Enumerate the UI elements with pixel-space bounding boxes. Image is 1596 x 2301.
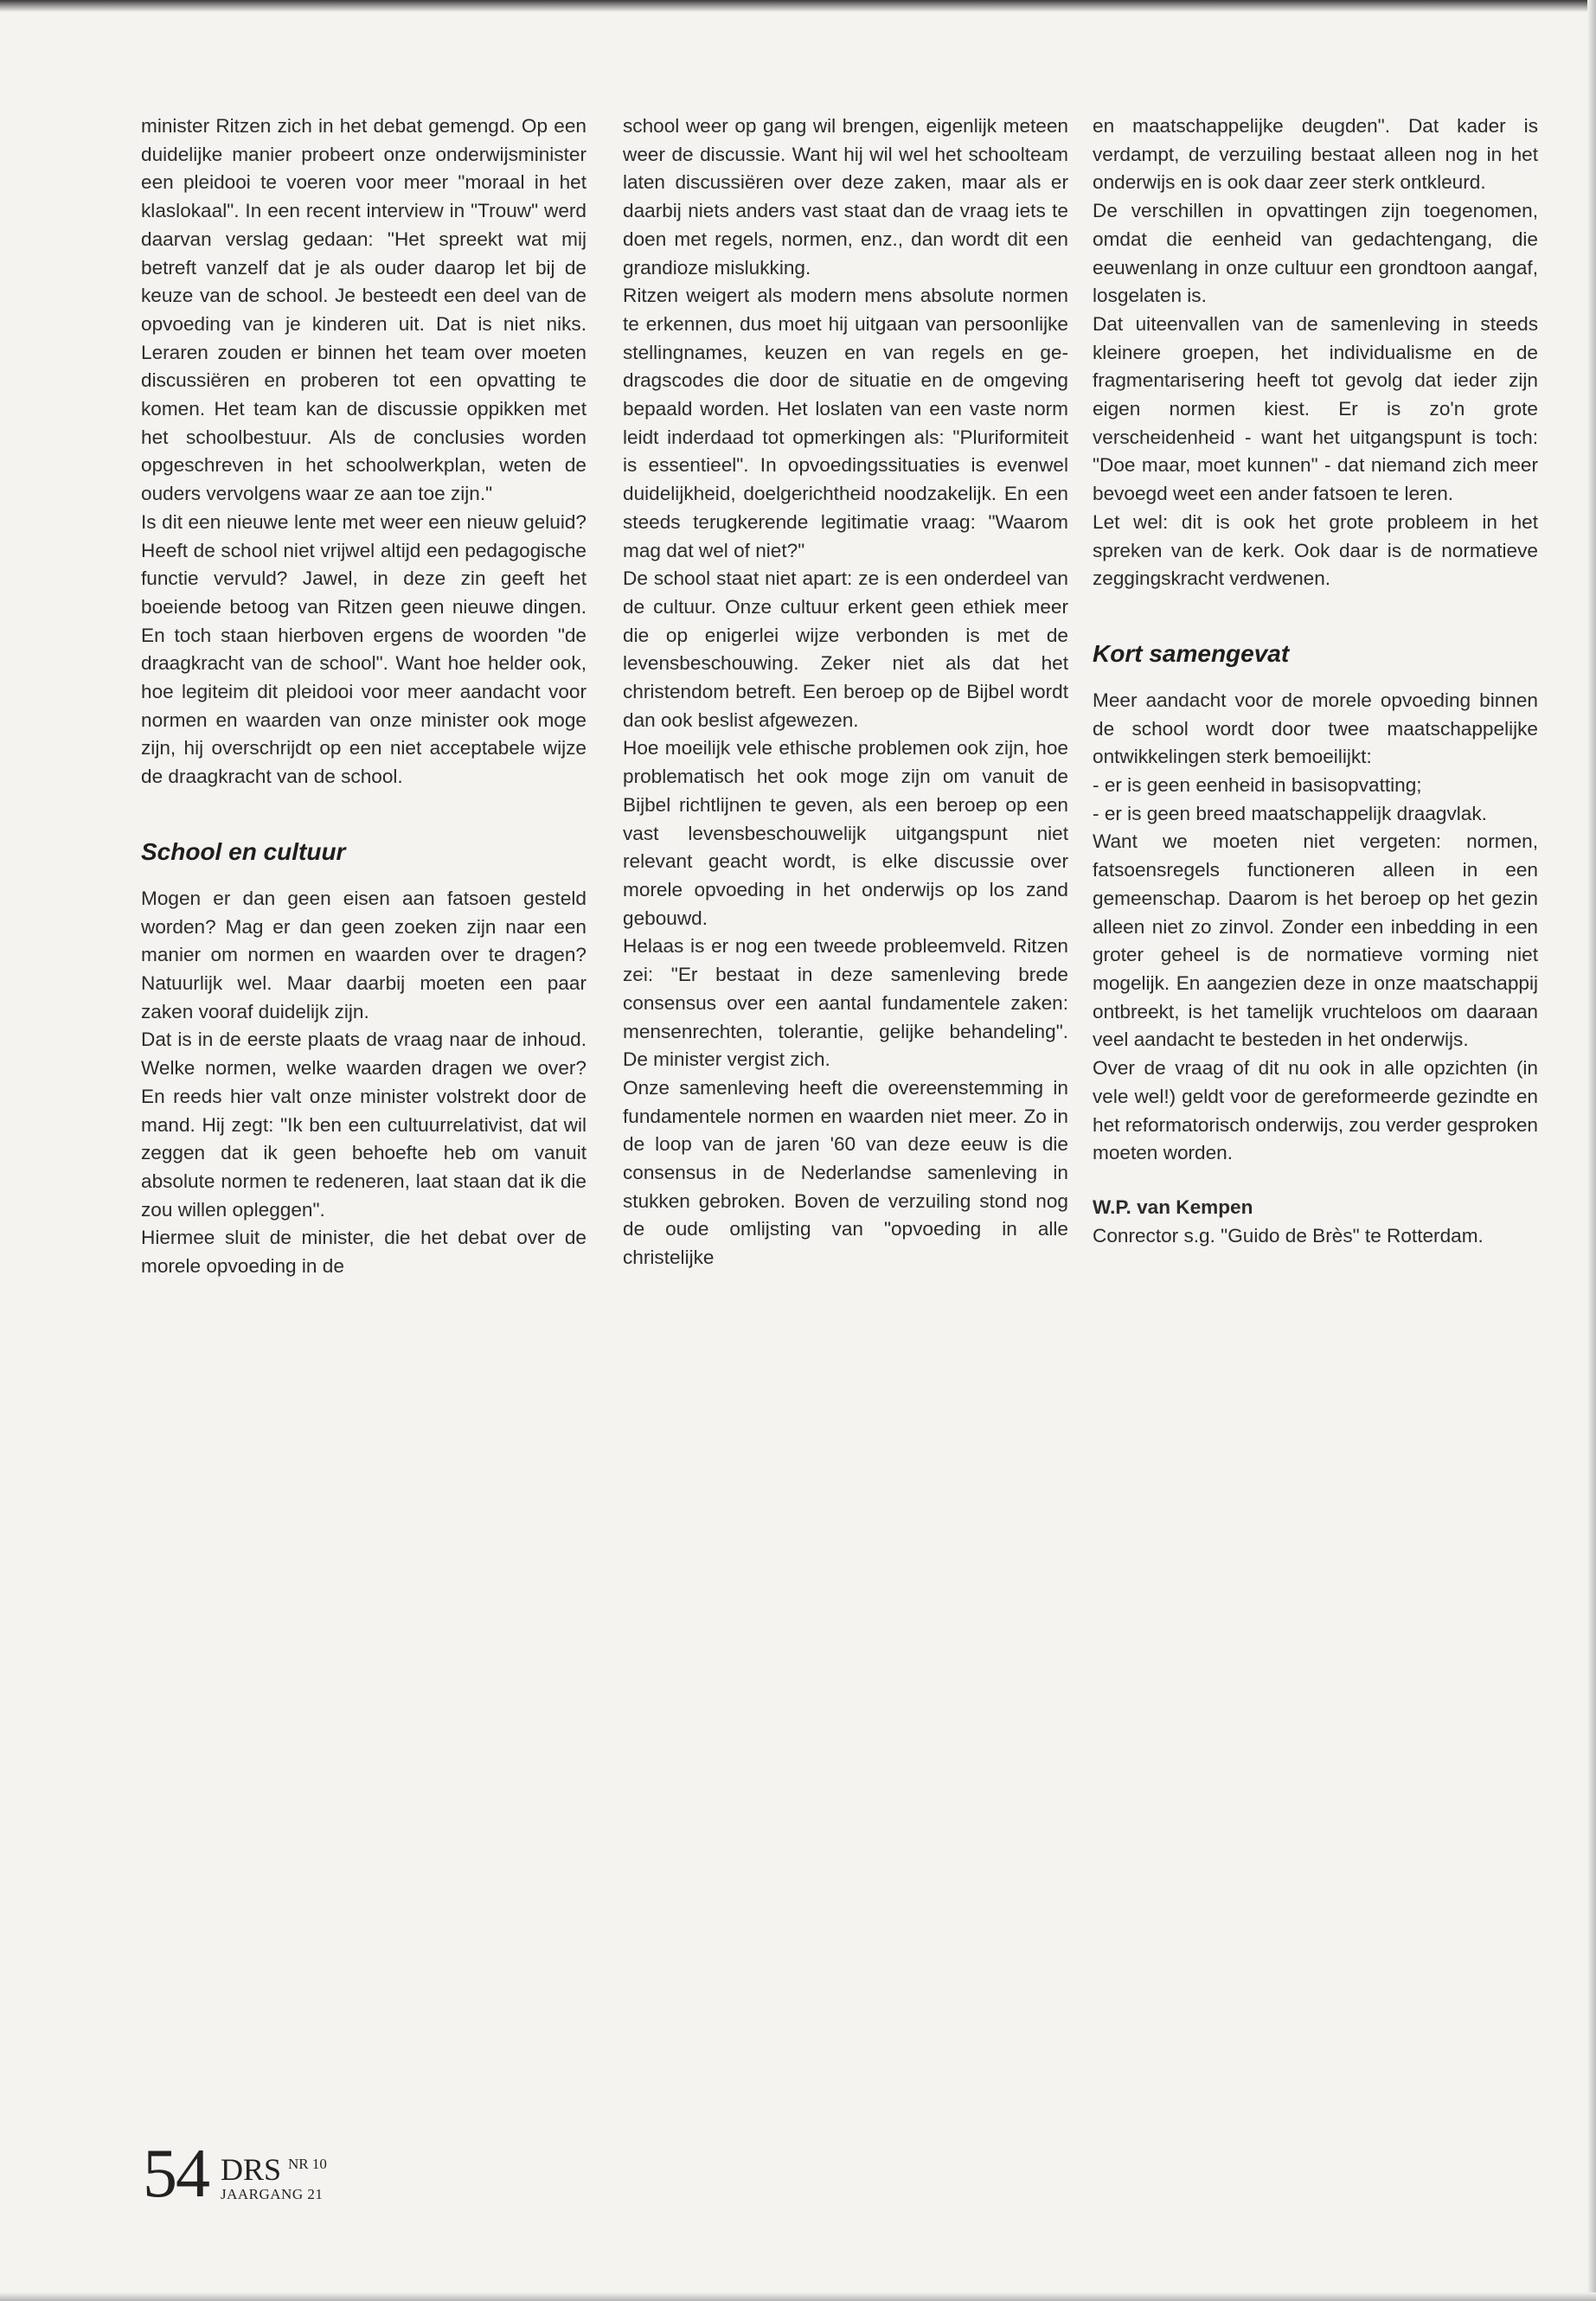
summary-list: [1093, 772, 1538, 828]
summary-intro: Meer aandacht voor de morele opvoeding binnen de school wordt door twee maatschappelijke ontwikkelingen sterk bemoeilijkt:: [1093, 689, 1538, 768]
magazine-masthead: [221, 2154, 327, 2204]
article-column-2: [623, 112, 1068, 1272]
volume-label: JAARGANG 21: [221, 2186, 324, 2202]
paragraph: school weer op gang wil brengen, eigenlijk meteen weer de discussie. Want hij wil wel het schoolteam laten discussiëren over deze zaken, maar als er daarbij niets anders vast staat dan de vraag iets te doen met regels, normen, enz., dan wordt dit een grandioze mislukking.: [623, 115, 1068, 279]
paragraph: Is dit een nieuwe lente met weer een nieuw geluid? Heeft de school niet vrijwel altijd een pedagogische functie vervuld? Jawel, in deze zin geeft het boeiende betoog van Ritzen geen nieuwe dingen. En toch staan hierboven ergens de woorden "de draagkracht van de school". Want hoe helder ook, hoe legiteim dit pleidooi voor meer aandacht voor normen en waarden van onze minister ook moge zijn, hij overschrijdt op een niet acceptabele wijze de draagkracht van de school.: [141, 510, 586, 788]
paragraph: Over de vraag of dit nu ook in alle opzichten (in vele wel!) geldt voor de gereformeerde gezindte en het reformatorisch onderwijs, zou verder gesproken moeten worden.: [1093, 1057, 1538, 1164]
paragraph: minister Ritzen zich in het debat gemengd. Op een duidelijke manier probeert onze onderwijsminister een pleidooi te voeren voor meer "moraal in het klaslokaal". In een recent interview in "Trouw" werd daarvan verslag gedaan: "Het spreekt wat mij betreft vanzelf dat je als ouder daarop let bij de keuze van de school. Je besteedt een deel van de opvoeding van je kinderen uit. Dat is niet niks. Leraren zouden er binnen het team over moeten discussiëren en proberen tot een opvatting te komen. Het team kan de discussie oppikken met het schoolbestuur. Als de conclusies worden opgeschreven in het schoolwerkplan, weten de ouders vervolgens waar ze aan toe zijn.": [141, 115, 586, 505]
paragraph: Dat uiteenvallen van de samenleving in steeds kleinere groepen, het individualisme en de fragmentarisering heeft tot gevolg dat ieder zijn eigen normen kiest. Er is zo'n grote verscheidenheid - want het uitgangspunt is toch: "Doe maar, moet kunnen" - dat niemand zich meer bevoegd weet een ander fatsoen te leren.: [1093, 312, 1538, 505]
issue-number: NR 10: [288, 2156, 327, 2172]
page-edge-top: [0, 0, 1596, 12]
page-number: 54: [143, 2136, 208, 2212]
paragraph: en maatschappelijke deugden". Dat kader is verdampt, de verzuiling bestaat alleen nog in het onderwijs en is ook daar zeer sterk ontkleurd.: [1093, 115, 1538, 194]
paragraph: Helaas is er nog een tweede probleemveld. Ritzen zei: "Er bestaat in deze samenleving brede consensus over een aantal fundamentele zaken: mensenrechten, tolerantie, gelijke behandeling". De minister vergist zich.: [623, 935, 1068, 1071]
paragraph: Let wel: dit is ook het grote probleem in het spreken van de kerk. Ook daar is de normatieve zeggingskracht verdwenen.: [1093, 510, 1538, 590]
paragraph: Hoe moeilijk vele ethische problemen ook zijn, hoe problematisch het ook moge zijn om vanuit de Bijbel richtlijnen te geven, als een beroep op een vast levensbeschouwelijk uitgangspunt niet relevant geacht wordt, is elke discussie over morele opvoeding in het onderwijs op los zand gebouwd.: [623, 737, 1068, 929]
list-item: - er is geen eenheid in basisopvatting;: [1093, 772, 1538, 800]
paragraph: Hiermee sluit de minister, die het debat over de morele opvoeding in de: [141, 1227, 586, 1278]
paragraph: Onze samenleving heeft die overeenstemming in fundamentele normen en waarden niet meer. Zo in de loop van de jaren '60 van deze eeuw is die consensus in de Nederlandse samenleving in stukken gebroken. Boven de verzuiling stond nog de oude omlijsting van "opvoeding in alle christelijke: [623, 1076, 1068, 1269]
author-role: Conrector s.g. "Guido de Brès" te Rotterdam.: [1093, 1224, 1484, 1247]
paragraph: Dat is in de eerste plaats de vraag naar de inhoud. Welke normen, welke waarden dragen we over? En reeds hier valt onze minister volstrekt door de mand. Hij zegt: "Ik ben een cultuurrelativist, dat wil zeggen dat ik geen behoefte heb om vanuit absolute normen te redeneren, laat staan dat ik die zou willen opleggen".: [141, 1029, 586, 1221]
author-name: W.P. van Kempen: [1093, 1195, 1253, 1218]
section-heading-kort-samengevat: Kort samengevat: [1093, 639, 1290, 667]
article-column-3: [1093, 112, 1538, 1250]
paragraph: De school staat niet apart: ze is een onderdeel van de cultuur. Onze cultuur erkent geen ethiek meer die op enigerlei wijze verbonden is met de levensbeschouwing. Zeker niet als dat het christendom betreft. Een beroep op de Bijbel wordt dan ook beslist afgewezen.: [623, 567, 1068, 731]
page-footer: [143, 2136, 327, 2212]
paragraph: Want we moeten niet vergeten: normen, fatsoensregels functioneren alleen in een gemeenschap. Daarom is het beroep op het gezin alleen niet zo zinvol. Zonder een inbedding in een groter geheel is de normatieve vorming niet mogelijk. En aangezien deze in onze maatschappij ontbreekt, is het tamelijk vruchteloos om daaraan veel aandacht te besteden in het onderwijs.: [1093, 830, 1538, 1051]
page-edge-right: [1587, 0, 1596, 2301]
article-column-1: [141, 112, 586, 1281]
paragraph: Mogen er dan geen eisen aan fatsoen gesteld worden? Mag er dan geen zoeken zijn naar een manier om normen en waarden over te dragen? Natuurlijk wel. Maar daarbij moeten een paar zaken vooraf duidelijk zijn.: [141, 887, 586, 1022]
section-heading-school-en-cultuur: School en cultuur: [141, 837, 346, 865]
paragraph: De verschillen in opvattingen zijn toegenomen, omdat die eenheid van gedachtengang, die eeuwenlang in onze cultuur een grondtoon aangaf, losgelaten is.: [1093, 200, 1538, 307]
list-item: - er is geen breed maatschappelijk draagvlak.: [1093, 800, 1538, 829]
paragraph: Ritzen weigert als modern mens absolute normen te erkennen, dus moet hij uitgaan van persoonlijke stellingnames, keuzen en van regels en gedragscodes die door de situatie en de omgeving bepaald worden. Het loslaten van een vaste norm leidt inderdaad tot opmerkingen als: "Pluriformiteit is essentieel". In opvoedingssituaties is evenwel duidelijkheid, doelgerichtheid noodzakelijk. En een steeds terugkerende legitimatie vraag: "Waarom mag dat wel of niet?": [623, 285, 1068, 561]
magazine-name: DRS: [221, 2152, 282, 2187]
page-edge-bottom: [0, 2292, 1596, 2301]
